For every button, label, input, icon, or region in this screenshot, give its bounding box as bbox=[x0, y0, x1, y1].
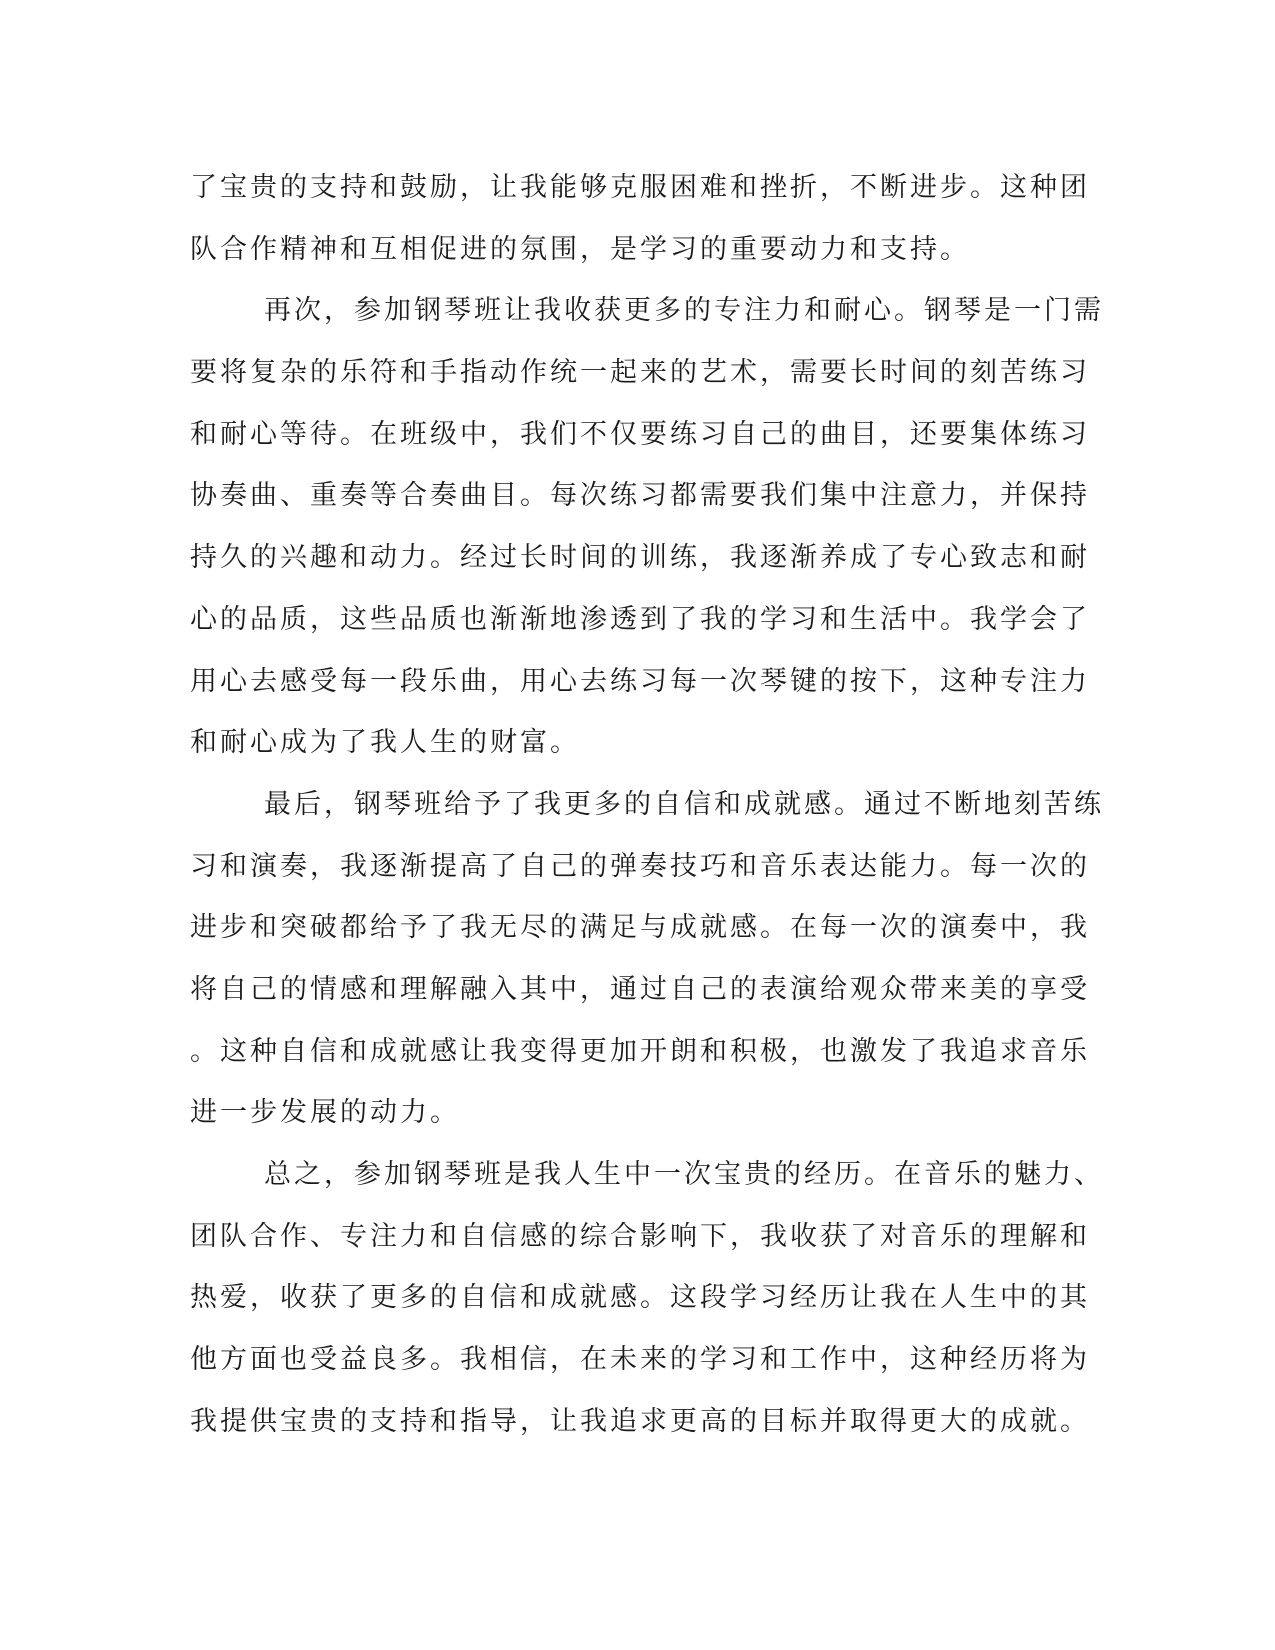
text-line: 进一步发展的动力。 bbox=[190, 1097, 460, 1129]
text-line: 。这种自信和成就感让我变得更加开朗和积极，也激发了我追求音乐 bbox=[190, 1035, 1090, 1067]
text-line: 将自己的情感和理解融入其中，通过自己的表演给观众带来美的享受 bbox=[190, 973, 1090, 1005]
text-line: 进步和突破都给予了我无尽的满足与成就感。在每一次的演奏中，我 bbox=[190, 912, 1090, 944]
text-line: 用心去感受每一段乐曲，用心去练习每一次琴键的按下，这种专注力 bbox=[190, 665, 1090, 697]
text-line: 他方面也受益良多。我相信，在未来的学习和工作中，这种经历将为 bbox=[190, 1344, 1090, 1376]
document-body bbox=[190, 157, 1104, 1452]
text-line: 了宝贵的支持和鼓励，让我能够克服困难和挫折，不断进步。这种团 bbox=[190, 172, 1090, 203]
text-line: 我提供宝贵的支持和指导，让我追求更高的目标并取得更大的成就。 bbox=[190, 1405, 1090, 1437]
paragraph-start-line: 再次，参加钢琴班让我收获更多的专注力和耐心。钢琴是一门需 bbox=[264, 295, 1104, 327]
text-line: 热爱，收获了更多的自信和成就感。这段学习经历让我在人生中的其 bbox=[190, 1282, 1090, 1314]
text-line: 和耐心等待。在班级中，我们不仅要练习自己的曲目，还要集体练习 bbox=[190, 418, 1090, 450]
text-line: 团队合作、专注力和自信感的综合影响下，我收获了对音乐的理解和 bbox=[190, 1220, 1090, 1252]
text-line: 习和演奏，我逐渐提高了自己的弹奏技巧和音乐表达能力。每一次的 bbox=[190, 850, 1090, 882]
paragraph-start-line: 最后，钢琴班给予了我更多的自信和成就感。通过不断地刻苦练 bbox=[264, 788, 1104, 820]
text-line: 心的品质，这些品质也渐渐地渗透到了我的学习和生活中。我学会了 bbox=[190, 603, 1090, 635]
text-line: 队合作精神和互相促进的氛围，是学习的重要动力和支持。 bbox=[190, 233, 970, 265]
paragraph-start-line: 总之，参加钢琴班是我人生中一次宝贵的经历。在音乐的魅力、 bbox=[264, 1159, 1104, 1190]
text-line: 协奏曲、重奏等合奏曲目。每次练习都需要我们集中注意力，并保持 bbox=[190, 480, 1090, 512]
text-line: 和耐心成为了我人生的财富。 bbox=[190, 727, 580, 759]
text-line: 要将复杂的乐符和手指动作统一起来的艺术，需要长时间的刻苦练习 bbox=[190, 357, 1090, 389]
text-line: 持久的兴趣和动力。经过长时间的训练，我逐渐养成了专心致志和耐 bbox=[190, 542, 1090, 574]
